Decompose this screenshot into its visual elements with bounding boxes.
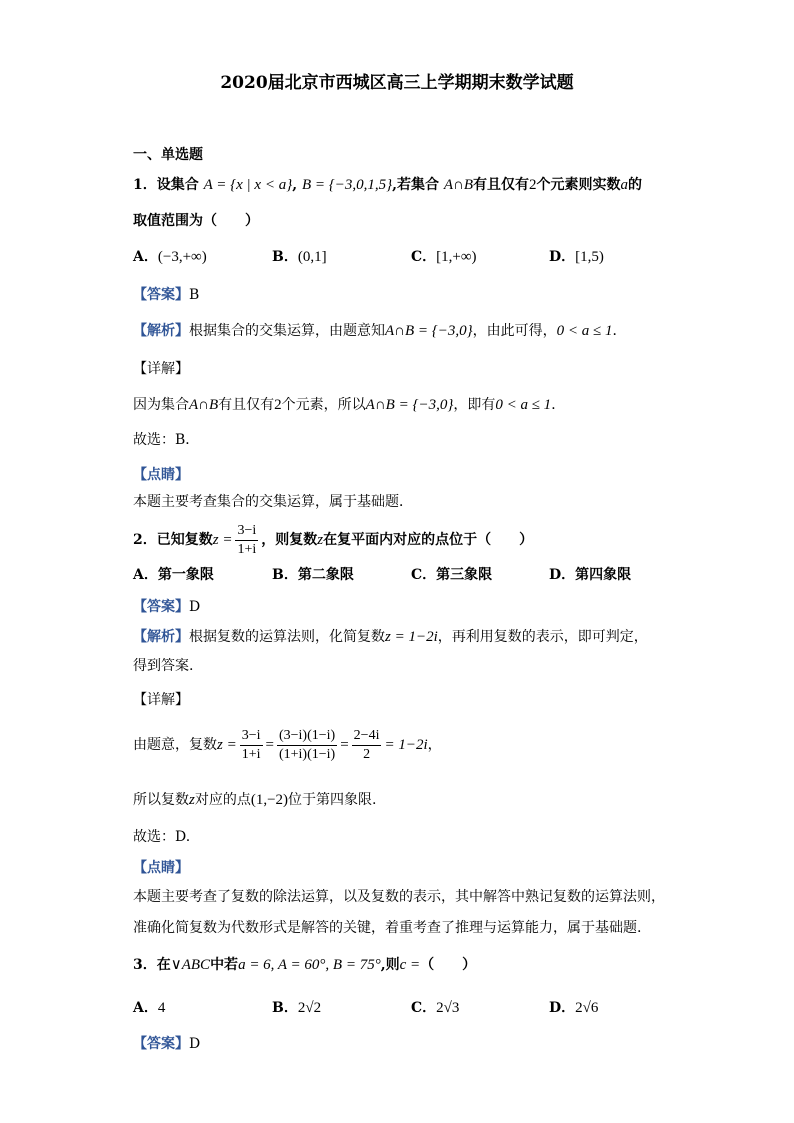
q2-detail-fraction-2: $\frac{(3-i)(1-i)}{(1+i)(1-i)}$ bbox=[278, 727, 336, 762]
q1-stem: 1．设集合 A = {x | x < a}, B = {−3,0,1,5},若集合 A∩B有且仅有2个元素则实数a的 bbox=[133, 177, 643, 193]
q2-option-d: D．第四象限 bbox=[549, 567, 632, 583]
section-heading: 一、单选题 bbox=[133, 147, 203, 163]
q1-option-d: D．[1,5) bbox=[549, 249, 604, 265]
q1-conclusion: 故选：B． bbox=[133, 432, 200, 448]
q2-detail-fraction-1: $\frac{3-i}{1+i}$ bbox=[241, 727, 261, 762]
page-title: 2020届北京市西城区高三上学期期末数学试题 bbox=[220, 73, 574, 93]
q1-stem-line2: 取值范围为（ ） bbox=[133, 213, 259, 229]
q2-analysis: 【解析】根据复数的运算法则，化简复数z = 1−2i，再利用复数的表示，即可判定， bbox=[133, 629, 648, 645]
q3-number: 3． bbox=[133, 957, 157, 973]
q1-answer: 【答案】B bbox=[133, 287, 200, 303]
q3-option-b: B．2√2 bbox=[272, 1000, 322, 1016]
q3-answer: 【答案】D bbox=[133, 1036, 201, 1052]
q2-comment-line2: 准确化简复数为代数形式是解答的关键，着重考查了推理与运算能力，属于基础题. bbox=[133, 920, 642, 936]
q1-comment-label: 【点睛】 bbox=[133, 467, 189, 483]
q2-option-b: B．第二象限 bbox=[272, 567, 354, 583]
q2-conclusion: 故选：D. bbox=[133, 829, 191, 845]
q3-stem: 3．在∨ABC中若a = 6, A = 60°, B = 75°,则c =（ ） bbox=[133, 957, 477, 973]
q2-stem: 2．已知复数z = $\frac{3-i}{1+i}$ ，则复数z在复平面内对应的点位于（ ） bbox=[133, 522, 534, 557]
q1-number: 1． bbox=[133, 177, 157, 193]
q2-detail-equation: 由题意，复数z = $\frac{3-i}{1+i}$ = $\frac{(3-i)(1-i)}{(1+i)(1-i)}$ = $\frac{2-4i}{2}$ = 1−2i， bbox=[133, 727, 442, 762]
q1-comment: 本题主要考查集合的交集运算，属于基础题． bbox=[133, 494, 413, 510]
q2-comment-line1: 本题主要考查了复数的除法运算，以及复数的表示，其中解答中熟记复数的运算法则， bbox=[133, 889, 665, 905]
q1-option-a: A．(−3,+∞) bbox=[133, 249, 207, 265]
q2-detail-line2: 所以复数z对应的点(1,−2)位于第四象限. bbox=[133, 792, 377, 808]
q2-number: 2． bbox=[133, 532, 157, 548]
q2-option-a: A．第一象限 bbox=[133, 567, 214, 583]
q1-option-b: B．(0,1] bbox=[272, 249, 327, 265]
q3-option-d: D．2√6 bbox=[549, 1000, 599, 1016]
q2-detail-label: 【详解】 bbox=[133, 692, 189, 708]
q2-analysis-line2: 得到答案. bbox=[133, 658, 194, 674]
q2-detail-fraction-3: $\frac{2-4i}{2}$ bbox=[353, 727, 380, 762]
q1-detail: 因为集合A∩B有且仅有2个元素，所以A∩B = {−3,0}，即有0 < a ≤ 1． bbox=[133, 397, 566, 413]
q1-detail-label: 【详解】 bbox=[133, 361, 189, 377]
q2-option-c: C．第三象限 bbox=[411, 567, 493, 583]
q1-analysis: 【解析】根据集合的交集运算，由题意知A∩B = {−3,0}，由此可得，0 < a ≤ 1． bbox=[133, 323, 627, 339]
q3-option-c: C．2√3 bbox=[411, 1000, 460, 1016]
q2-answer: 【答案】D bbox=[133, 599, 201, 615]
q1-option-c: C．[1,+∞) bbox=[411, 249, 477, 265]
q2-fraction: $\frac{3-i}{1+i}$ bbox=[237, 522, 257, 557]
q3-option-a: A．4 bbox=[133, 1000, 166, 1016]
q2-comment-label: 【点睛】 bbox=[133, 860, 189, 876]
